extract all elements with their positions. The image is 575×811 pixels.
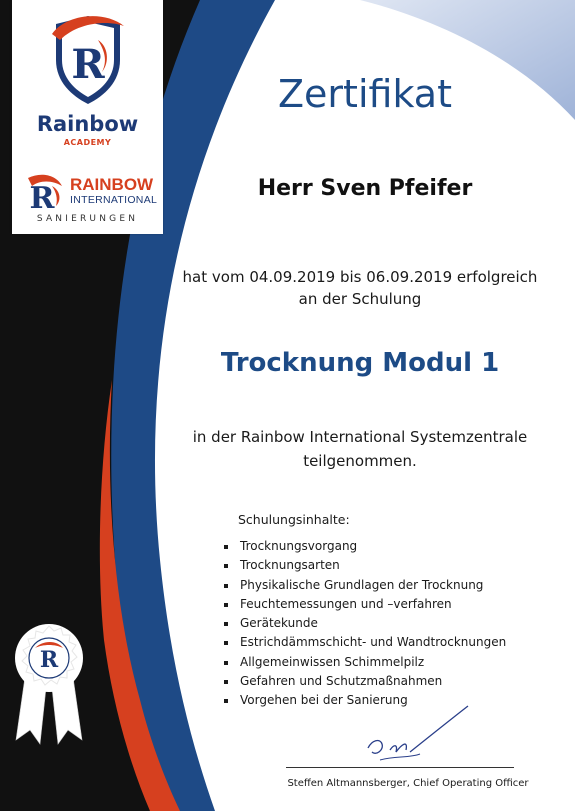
signature-icon xyxy=(350,700,480,770)
shield-logo-icon xyxy=(48,10,128,110)
brand-international: INTERNATIONAL xyxy=(70,194,158,206)
academy-subtitle: ACADEMY xyxy=(63,138,112,147)
list-item: Gefahren und Schutzmaßnahmen xyxy=(222,672,506,691)
signature-line xyxy=(286,767,514,768)
recipient-name: Herr Sven Pfeifer xyxy=(257,176,473,201)
list-item: Vorgehen bei der Sanierung xyxy=(222,691,506,710)
date-line: hat vom 04.09.2019 bis 06.09.2019 erfolgreich xyxy=(182,268,538,286)
brand-name: RAINBOW xyxy=(70,175,154,194)
list-item: Feuchtemessungen und –verfahren xyxy=(222,595,506,614)
location-line: in der Rainbow International Systemzentrale xyxy=(192,428,528,446)
course-title: Trocknung Modul 1 xyxy=(220,348,500,378)
rosette-badge-icon xyxy=(12,618,86,746)
list-item: Estrichdämmschicht- und Wandtrocknungen xyxy=(222,633,506,652)
svg-text:R: R xyxy=(29,181,55,212)
list-item: Gerätekunde xyxy=(222,614,506,633)
svg-text:R: R xyxy=(39,647,59,673)
participated-line: teilgenommen. xyxy=(303,452,417,470)
brand-sanierungen: SANIERUNGEN xyxy=(36,214,139,224)
list-item: Allgemeinwissen Schimmelpilz xyxy=(222,653,506,672)
list-item: Trocknungsarten xyxy=(222,556,506,575)
training-line: an der Schulung xyxy=(298,290,422,308)
certificate-title: Zertifikat xyxy=(278,72,452,116)
topics-list xyxy=(222,537,506,711)
ri-logo-icon xyxy=(22,172,66,212)
logo-panel xyxy=(12,0,163,234)
list-item: Trocknungsvorgang xyxy=(222,537,506,556)
signatory-name: Steffen Altmannsberger, Chief Operating Officer xyxy=(287,778,529,789)
academy-name: Rainbow xyxy=(36,112,139,136)
contents-label: Schulungsinhalte: xyxy=(238,512,350,527)
svg-text:R: R xyxy=(71,41,105,88)
list-item: Physikalische Grundlagen der Trocknung xyxy=(222,576,506,595)
